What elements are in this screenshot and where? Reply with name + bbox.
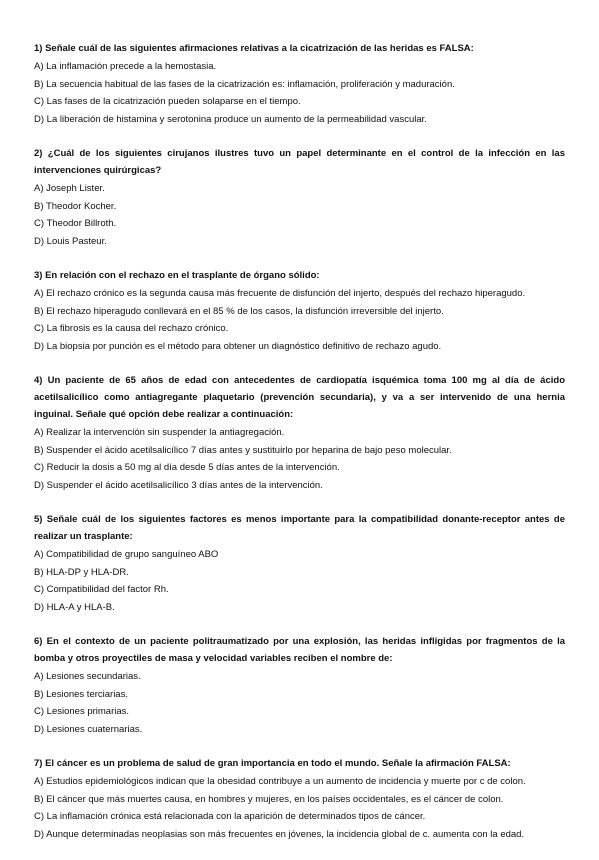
question-1 [34, 40, 565, 128]
option-d: D) Louis Pasteur. [34, 235, 107, 247]
option-b: B) El rechazo hiperagudo conllevará en el 85 % de los casos, la disfunción irreversible del injerto. [34, 305, 444, 317]
question-3 [34, 267, 565, 355]
option-b: B) Lesiones terciarias. [34, 688, 128, 700]
option-d: D) La biopsia por punción es el método para obtener un diagnóstico definitivo de rechazo agudo. [34, 340, 442, 352]
option-a: A) Estudios epidemiológicos indican que la obesidad contribuye a un aumento de incidencia y muerte por c de colon. [34, 776, 526, 787]
option-a: A) El rechazo crónico es la segunda causa más frecuente de disfunción del injerto, después del rechazo hiperagudo. [34, 288, 526, 299]
option-b: B) La secuencia habitual de las fases de la cicatrización es: inflamación, proliferación y maduración. [34, 78, 455, 90]
question-stem: 6) En el contexto de un paciente politraumatizado por una explosión, las heridas infligidas por fragmentos de la bomba y otros proyectiles de masa y velocidad variables reciben el nombre de: [34, 636, 565, 664]
option-c: C) La inflamación crónica está relacionada con la aparición de determinados tipos de cáncer. [34, 811, 426, 822]
option-c: C) Theodor Billroth. [34, 218, 117, 229]
option-d: D) HLA-A y HLA-B. [34, 601, 115, 613]
option-d: D) Aunque determinadas neoplasias son más frecuentes en jóvenes, la incidencia global de c. aumenta con la edad. [34, 828, 525, 840]
option-a: A) Realizar la intervención sin suspender la antiagregación. [34, 427, 285, 438]
option-b: B) HLA-DP y HLA-DR. [34, 566, 129, 578]
option-b: B) Theodor Kocher. [34, 200, 117, 212]
option-d: D) Lesiones cuaternarias. [34, 723, 143, 735]
option-c: C) Las fases de la cicatrización pueden solaparse en el tiempo. [34, 96, 301, 107]
option-c: C) La fibrosis es la causa del rechazo crónico. [34, 323, 229, 334]
question-stem: 5) Señale cuál de los siguientes factores es menos importante para la compatibilidad donante-receptor antes de realizar un trasplante: [34, 514, 565, 542]
option-a: A) Lesiones secundarias. [34, 671, 141, 682]
exam-page [34, 40, 565, 860]
question-stem: 3) En relación con el rechazo en el trasplante de órgano sólido: [34, 270, 320, 281]
question-stem: 7) El cáncer es un problema de salud de gran importancia en todo el mundo. Señale la afirmación FALSA: [34, 758, 511, 769]
option-c: C) Compatibilidad del factor Rh. [34, 584, 169, 595]
question-stem: 1) Señale cuál de las siguientes afirmaciones relativas a la cicatrización de las heridas es FALSA: [34, 43, 474, 54]
option-a: A) La inflamación precede a la hemostasia. [34, 61, 217, 72]
question-6 [34, 633, 565, 738]
question-7 [34, 755, 565, 843]
question-5 [34, 511, 565, 616]
question-2 [34, 145, 565, 250]
option-c: C) Lesiones primarias. [34, 706, 130, 717]
option-b: B) El cáncer que más muertes causa, en hombres y mujeres, en los países occidentales, es el cáncer de colon. [34, 793, 504, 805]
option-a: A) Joseph Lister. [34, 183, 105, 194]
question-stem: 2) ¿Cuál de los siguientes cirujanos ilustres tuvo un papel determinante en el control de la infección en las intervenciones quirúrgicas? [34, 148, 565, 176]
question-4 [34, 372, 565, 494]
option-d: D) Suspender el ácido acetilsalicílico 3 días antes de la intervención. [34, 479, 323, 491]
option-a: A) Compatibilidad de grupo sanguíneo ABO [34, 549, 219, 560]
question-stem: 4) Un paciente de 65 años de edad con antecedentes de cardiopatía isquémica toma 100 mg al día de ácido acetilsalicílico como antiagregante plaquetario (prevención secundaria), y va a ser intervenido de una hernia inguinal. Señale qué opción debe realizar a continuación: [34, 375, 565, 420]
option-c: C) Reducir la dosis a 50 mg al día desde 5 días antes de la intervención. [34, 462, 340, 473]
option-d: D) La liberación de histamina y serotonina produce un aumento de la permeabilidad vascular. [34, 113, 427, 125]
option-b: B) Suspender el ácido acetilsalicílico 7 días antes y sustituirlo por heparina de bajo peso molecular. [34, 444, 452, 456]
